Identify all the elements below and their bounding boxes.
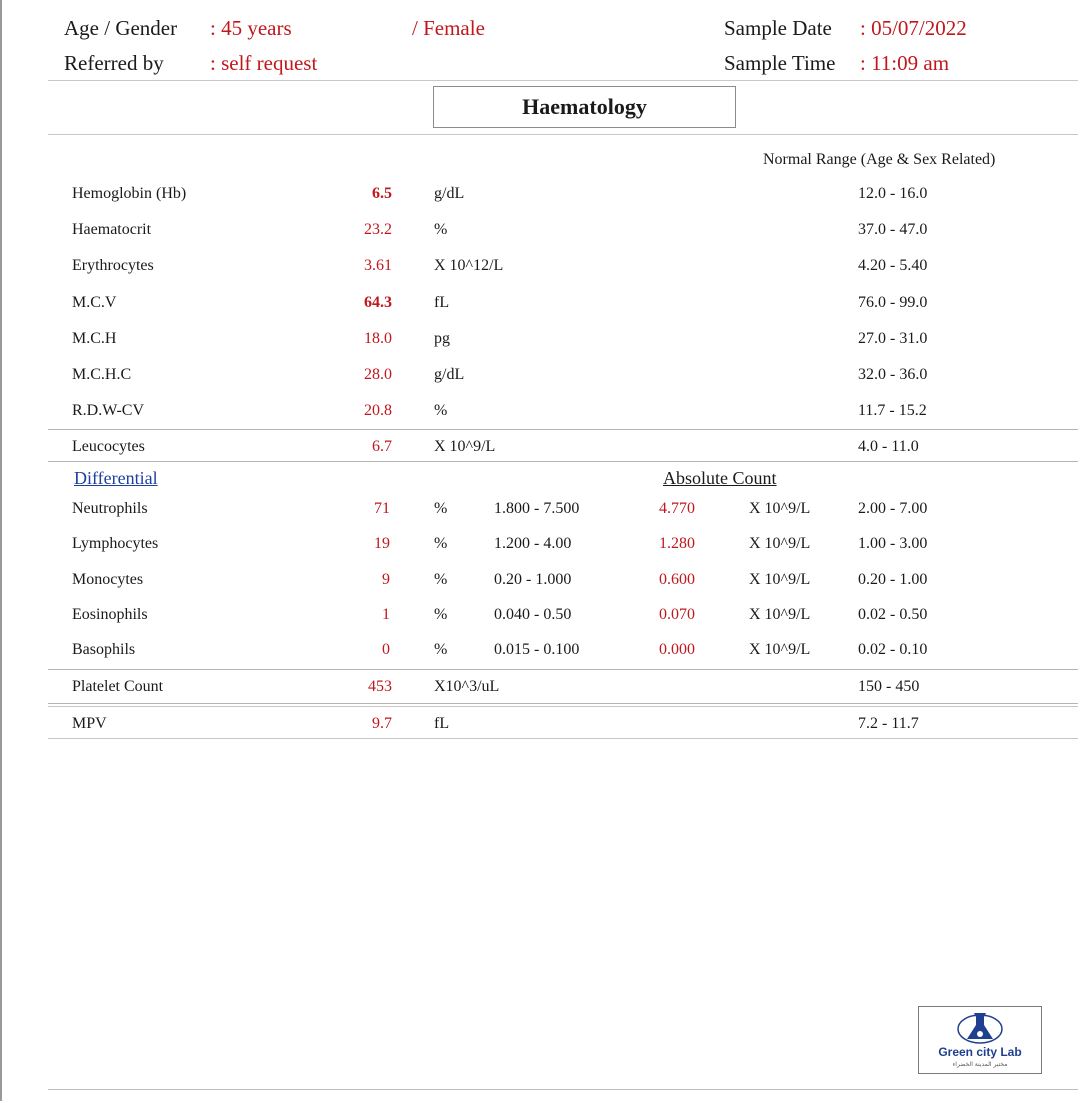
test-name: M.C.V (72, 294, 117, 311)
flask-icon (919, 1007, 1041, 1047)
diff-pct-range: 0.015 - 0.100 (494, 641, 580, 658)
age-gender-label: Age / Gender (64, 16, 178, 40)
mpv-range: 7.2 - 11.7 (858, 715, 919, 732)
platelet-divider-2 (48, 706, 1078, 707)
diff-name: Neutrophils (72, 500, 148, 517)
diff-abs-unit: X 10^9/L (749, 571, 811, 588)
test-range: 27.0 - 31.0 (858, 330, 928, 347)
diff-pct-range: 1.800 - 7.500 (494, 500, 580, 517)
test-value: 20.8 (364, 402, 392, 419)
gender-value: / Female (412, 16, 485, 40)
test-value: 18.0 (364, 330, 392, 347)
page-edge (0, 0, 2, 1101)
differential-divider (48, 669, 1078, 670)
test-name: M.C.H.C (72, 366, 132, 383)
section-title: Haematology (433, 86, 736, 128)
diff-range: 2.00 - 7.00 (858, 500, 928, 517)
sample-time-value: : 11:09 am (860, 51, 950, 75)
diff-abs-unit: X 10^9/L (749, 500, 811, 517)
differential-label: Differential (74, 468, 158, 488)
leucocytes-value: 6.7 (372, 438, 392, 455)
test-unit: % (434, 402, 448, 419)
test-unit: % (434, 221, 448, 238)
test-range: 32.0 - 36.0 (858, 366, 928, 383)
mpv-value: 9.7 (372, 715, 392, 732)
test-unit: g/dL (434, 366, 465, 383)
header-divider (48, 80, 1078, 81)
test-unit: X 10^12/L (434, 257, 504, 274)
lab-subtitle: مختبر المدينة الخضراء (952, 1061, 1008, 1068)
leucocytes-divider (48, 461, 1078, 462)
mpv-divider (48, 738, 1078, 739)
diff-range: 1.00 - 3.00 (858, 535, 928, 552)
mpv-name: MPV (72, 715, 107, 732)
normal-range-header: Normal Range (Age & Sex Related) (763, 151, 996, 168)
leucocytes-unit: X 10^9/L (434, 438, 496, 455)
mpv-unit: fL (434, 715, 450, 732)
test-unit: g/dL (434, 185, 465, 202)
diff-value: 19 (374, 535, 390, 552)
diff-unit: % (434, 606, 448, 623)
diff-pct-range: 0.040 - 0.50 (494, 606, 572, 623)
diff-unit: % (434, 571, 448, 588)
referred-by-value: : self request (210, 51, 318, 75)
diff-name: Eosinophils (72, 606, 148, 623)
footer-divider (48, 1089, 1078, 1090)
test-value: 23.2 (364, 221, 392, 238)
diff-name: Lymphocytes (72, 535, 159, 552)
leucocytes-range: 4.0 - 11.0 (858, 438, 919, 455)
test-value: 28.0 (364, 366, 392, 383)
diff-value: 71 (374, 500, 390, 517)
title-divider (48, 134, 1078, 135)
diff-unit: % (434, 641, 448, 658)
absolute-count-label: Absolute Count (663, 468, 777, 488)
diff-abs-unit: X 10^9/L (749, 535, 811, 552)
test-range: 37.0 - 47.0 (858, 221, 928, 238)
referred-by-label: Referred by (64, 51, 164, 75)
sample-date-value: : 05/07/2022 (860, 16, 967, 40)
sample-time-label: Sample Time (724, 51, 836, 75)
diff-unit: % (434, 535, 448, 552)
diff-range: 0.20 - 1.00 (858, 571, 928, 588)
test-value: 6.5 (372, 185, 392, 202)
diff-pct-range: 1.200 - 4.00 (494, 535, 572, 552)
test-name: M.C.H (72, 330, 117, 347)
test-unit: pg (434, 330, 450, 347)
age-value: : 45 years (210, 16, 292, 40)
diff-abs-count: 0.600 (659, 571, 695, 588)
test-name: Erythrocytes (72, 257, 154, 274)
test-range: 4.20 - 5.40 (858, 257, 928, 274)
test-name: Hemoglobin (Hb) (72, 185, 187, 202)
rbc-divider (48, 429, 1078, 430)
lab-name: Green city Lab (938, 1045, 1022, 1059)
leucocytes-name: Leucocytes (72, 438, 145, 455)
diff-range: 0.02 - 0.10 (858, 641, 928, 658)
lab-logo (918, 1006, 1042, 1074)
diff-abs-count: 0.070 (659, 606, 695, 623)
diff-range: 0.02 - 0.50 (858, 606, 928, 623)
platelet-name: Platelet Count (72, 678, 164, 695)
test-unit: fL (434, 294, 450, 311)
test-name: R.D.W-CV (72, 402, 144, 419)
diff-value: 0 (382, 641, 390, 658)
test-range: 11.7 - 15.2 (858, 402, 927, 419)
diff-name: Monocytes (72, 571, 144, 588)
sample-date-label: Sample Date (724, 16, 832, 40)
diff-name: Basophils (72, 641, 136, 658)
test-range: 76.0 - 99.0 (858, 294, 928, 311)
test-value: 3.61 (364, 257, 392, 274)
diff-value: 9 (382, 571, 390, 588)
test-name: Haematocrit (72, 221, 152, 238)
diff-abs-count: 1.280 (659, 535, 695, 552)
test-value: 64.3 (364, 294, 392, 311)
diff-abs-unit: X 10^9/L (749, 641, 811, 658)
diff-abs-unit: X 10^9/L (749, 606, 811, 623)
platelet-value: 453 (368, 678, 392, 695)
platelet-range: 150 - 450 (858, 678, 920, 695)
test-range: 12.0 - 16.0 (858, 185, 928, 202)
platelet-divider (48, 703, 1078, 704)
diff-abs-count: 4.770 (659, 500, 695, 517)
diff-pct-range: 0.20 - 1.000 (494, 571, 572, 588)
diff-abs-count: 0.000 (659, 641, 695, 658)
diff-unit: % (434, 500, 448, 517)
diff-value: 1 (382, 606, 390, 623)
platelet-unit: X10^3/uL (434, 678, 500, 695)
